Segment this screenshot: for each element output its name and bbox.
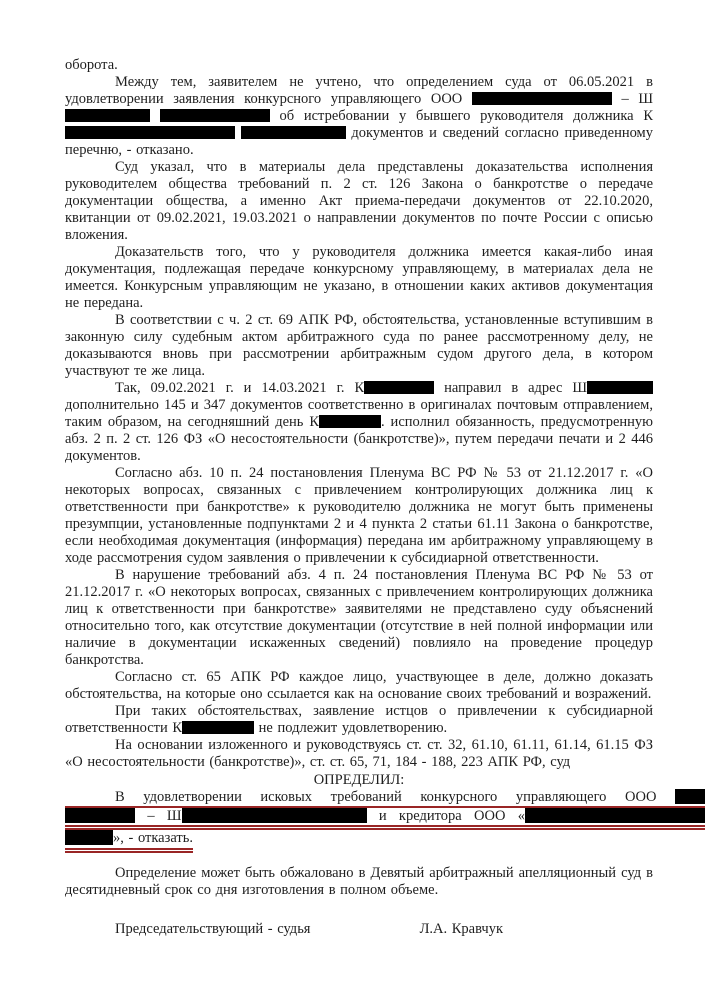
text-segment: », - отказать. [113, 830, 193, 846]
redaction-box [65, 126, 235, 139]
redaction-box [675, 789, 705, 804]
redaction-box [160, 109, 270, 122]
ruling-block [65, 789, 705, 853]
paragraph [65, 159, 653, 244]
redaction-box [472, 92, 612, 105]
text-segment: . исполнил обязанность, предусмотренную абз. 2 п. 2 ст. 126 ФЗ «О несостоятельности (банкротстве)», путем передачи печати и 2 446 документов. [65, 414, 653, 464]
redaction-box [65, 109, 150, 122]
ruling-line [65, 789, 705, 808]
redaction-box [241, 126, 346, 139]
text-segment: Суд указал, что в материалы дела представлены доказательства исполнения руководителем общества требований п. 2 ст. 126 Закона о банкротстве о передаче документации общества, а именно Акт приема-передачи документов от 22.10.2020, квитанции от 09.02.2021, 19.03.2021 о направлении документов по почте России с описью вложения. [65, 159, 653, 243]
paragraph [65, 312, 653, 380]
ruling-line [65, 808, 705, 830]
text-segment: направил в адрес Ш [434, 380, 587, 396]
text-segment: При таких обстоятельствах, заявление истцов о привлечении к субсидиарной ответственности К [65, 703, 653, 736]
text-segment: оборота. [65, 57, 118, 73]
text-segment: и кредитора ООО « [366, 808, 525, 824]
text-segment: Так, 09.02.2021 г. и 14.03.2021 г. К [115, 380, 365, 396]
judge-name: Л.А. Кравчук [419, 921, 503, 937]
text-segment: – Ш [611, 91, 653, 107]
text-segment: В соответствии с ч. 2 ст. 69 АПК РФ, обстоятельства, установленные вступившим в законную силу судебным актом арбитражного суда по ранее рассмотренному делу, не доказываются вновь при рассмотрении арбитражным судом другого дела, в котором участвуют те же лица. [65, 312, 653, 379]
ruling-heading: ОПРЕДЕЛИЛ: [313, 772, 405, 788]
text-segment: На основании изложенного и руководствуясь ст. ст. 32, 61.10, 61.11, 61.14, 61.15 ФЗ «О несостоятельности (банкротстве)», ст. ст. 65, 71, 184 - 188, 223 АПК РФ, суд [65, 737, 653, 770]
text-segment [150, 108, 160, 124]
text-segment: В нарушение требований абз. 4 п. 24 постановления Пленума ВС РФ № 53 от 21.12.2017 г. «О некоторых вопросах, связанных с привлечением контролирующих должника лиц к ответственности при банкротстве» заявителями не представлено суду объяснений относительно того, как отсутствие документации (отсутствие в ней полной информации или наличие в документации искаженных сведений) повлияло на проведение процедур банкротства. [65, 567, 653, 668]
redaction-box [65, 808, 135, 823]
paragraph [65, 244, 653, 312]
text-segment: Доказательств того, что у руководителя должника имеется какая-либо иная документация, подлежащая передаче конкурсному управляющему, в материалах дела не имеется. Конкурсным управляющим не указано, в отношении каких активов документация не передана. [65, 244, 653, 311]
redaction-box [182, 808, 367, 823]
signature-row [65, 921, 653, 938]
paragraph [65, 669, 653, 703]
redaction-box [525, 808, 705, 823]
judge-title: Председательствующий - судья [115, 921, 311, 937]
text-segment: дополнительно 145 и 347 документов соответственно в оригиналах почтовым отправлением, таким образом, на сегодняшний день К [65, 397, 653, 430]
redaction-box [319, 415, 381, 428]
ruling-line-underlined-text [65, 830, 193, 853]
ruling-line [65, 830, 705, 853]
paragraph [65, 57, 653, 74]
redaction-box [364, 381, 434, 394]
text-segment: документов и сведений согласно приведенному перечню, - отказано. [65, 125, 653, 158]
text-segment: – Ш [135, 808, 182, 824]
paragraph [65, 465, 653, 567]
text-segment: В удовлетворении исковых требований конкурсного управляющего ООО [115, 789, 675, 805]
paragraph [65, 567, 653, 669]
appeal-paragraph: Определение может быть обжаловано в Девятый арбитражный апелляционный суд в десятидневный срок со дня изготовления в полном объеме. [65, 865, 653, 898]
text-segment: Согласно ст. 65 АПК РФ каждое лицо, участвующее в деле, должно доказать обстоятельства, на которые оно ссылается как на основание своих требований и возражений. [65, 669, 653, 702]
document-body [65, 57, 653, 771]
redaction-box [587, 381, 653, 394]
paragraph [65, 74, 653, 159]
redaction-box [182, 721, 254, 734]
text-segment: Согласно абз. 10 п. 24 постановления Пленума ВС РФ № 53 от 21.12.2017 г. «О некоторых вопросах, связанных с привлечением контролирующих должника лиц к ответственности при банкротстве» к руководителю должника не могут быть применены презумпции, установленные подпунктами 2 и 4 пункта 2 статьи 61.11 Закона о банкротстве, если необходимая документация (информация) передана им арбитражному управляющему в ходе рассмотрения судом заявления о привлечении к субсидиарной ответственности. [65, 465, 653, 566]
paragraph [65, 703, 653, 737]
text-segment: об истребовании у бывшего руководителя должника К [269, 108, 654, 124]
document-content [65, 57, 675, 938]
paragraph [65, 737, 653, 771]
text-segment: Между тем, заявителем не учтено, что определением суда от 06.05.2021 в удовлетворении заявления конкурсного управляющего ООО [65, 74, 653, 107]
text-segment: не подлежит удовлетворению. [254, 720, 448, 736]
paragraph [65, 380, 653, 465]
redaction-box [65, 830, 113, 845]
